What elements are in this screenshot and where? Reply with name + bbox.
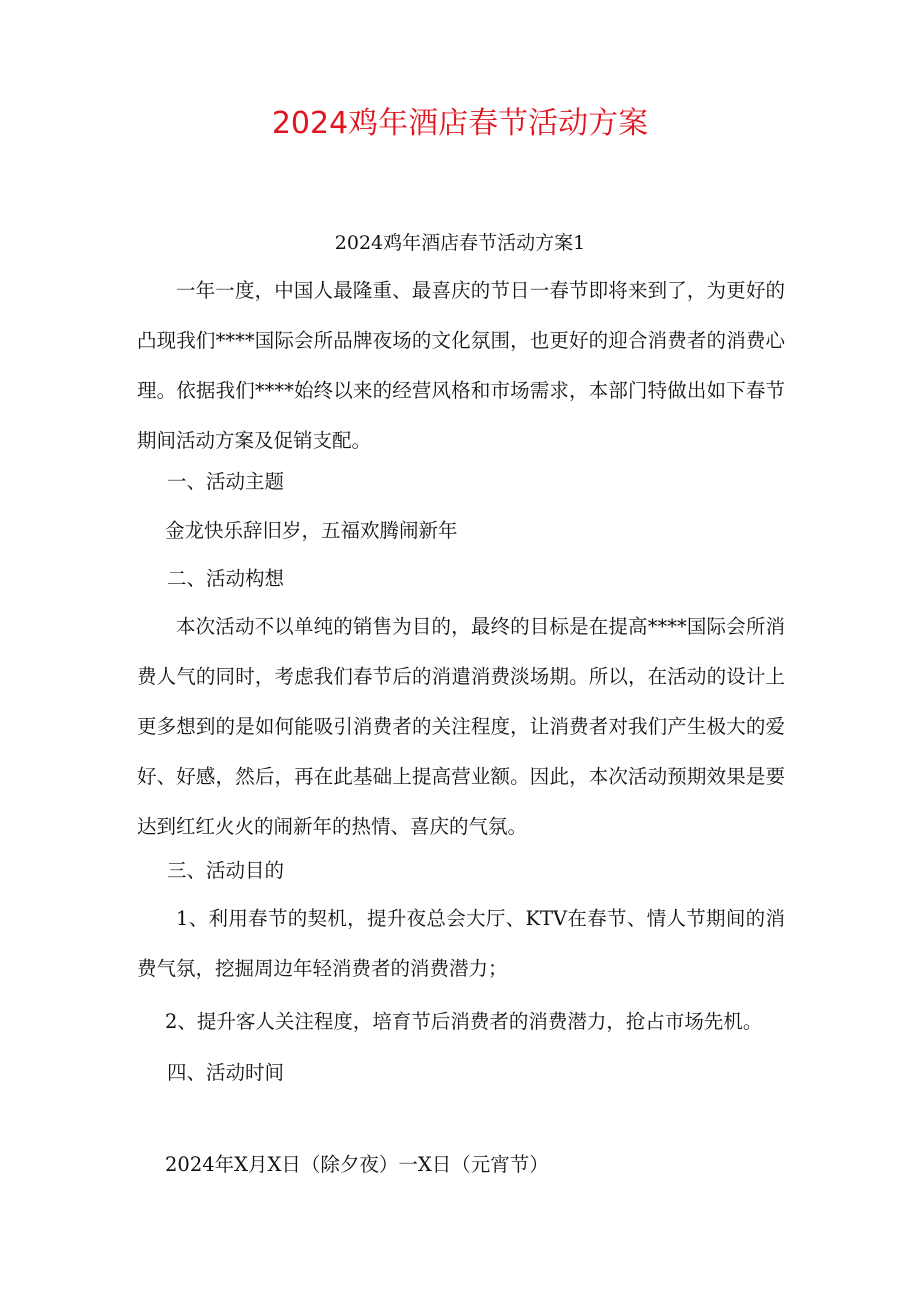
section3-item-2: 2、提升客人关注程度，培育节后消费者的消费潜力，抢占市场先机。 xyxy=(165,1010,763,1033)
section1-heading: 一、活动主题 xyxy=(167,470,285,493)
document-subtitle: 2024鸡年酒店春节活动方案1 xyxy=(334,232,586,254)
document-title: 2024鸡年酒店春节活动方案 xyxy=(271,106,649,141)
section1-text: 金龙快乐辞旧岁，五福欢腾闹新年 xyxy=(165,519,458,542)
section2-heading: 二、活动构想 xyxy=(167,567,285,590)
section4-text: 2024年X月X日（除夕夜）一X日（元宵节） xyxy=(165,1153,549,1176)
intro-paragraph: 一年一度，中国人最隆重、最喜庆的节日一春节即将来到了，为更好的凸现我们****国际会所品牌夜场的文化氛围，也更好的迎合消费者的消费心理。依据我们****始终以来的经营风格和市场需求，本部门特做出如下春节期间活动方案及促销支配。 xyxy=(137,279,785,452)
section4-heading: 四、活动时间 xyxy=(167,1061,285,1084)
section3-item-1: 1、利用春节的契机，提升夜总会大厅、KTV在春节、情人节期间的消费气氛，挖掘周边年轻消费者的消费潜力； xyxy=(137,907,785,980)
section2-text: 本次活动不以单纯的销售为目的，最终的目标是在提高****国际会所消费人气的同时，考虑我们春节后的消遣消费淡场期。所以，在活动的设计上更多想到的是如何能吸引消费者的关注程度，让消费者对我们产生极大的爱好、好感，然后，再在此基础上提高营业额。因此，本次活动预期效果是要达到红红火火的闹新年的热情、喜庆的气氛。 xyxy=(137,615,785,838)
section3-heading: 三、活动目的 xyxy=(167,859,285,882)
